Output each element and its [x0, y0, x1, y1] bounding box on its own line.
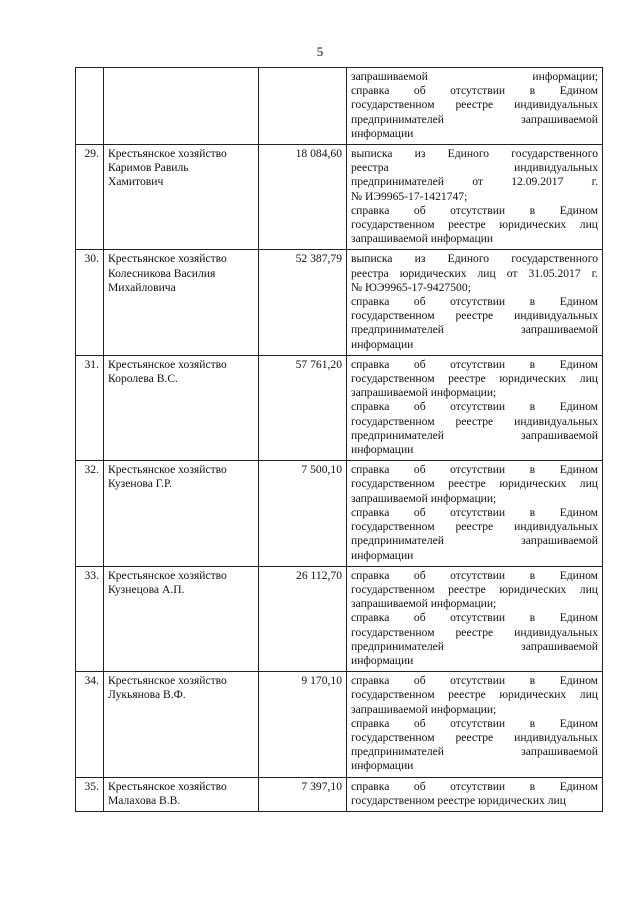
document-line: предпринимателей запрашиваемой: [351, 428, 598, 442]
document-line: запрашиваемой информации;: [351, 491, 497, 505]
documents-cell: [347, 566, 603, 671]
document-line: выписка из Единого государственного: [351, 252, 598, 266]
amount-cell: [259, 68, 347, 145]
amount-cell: 7 397,10: [259, 777, 347, 811]
table-row: [76, 777, 603, 811]
document-line: запрашиваемой информации;: [351, 597, 497, 611]
document-line: реестра индивидуальных: [351, 161, 598, 175]
row-number-cell: 35.: [76, 777, 104, 811]
table-row: [76, 672, 603, 777]
document-line: справка об отсутствии в Едином: [351, 357, 598, 371]
table-row: [76, 145, 603, 250]
document-line: № ИЭ9965-17-1421747;: [351, 189, 468, 203]
document-line: справка об отсутствии в Едином: [351, 463, 598, 477]
row-number-cell: 29.: [76, 145, 104, 250]
name-line: Малахова В.В.: [108, 793, 181, 807]
row-number-cell: 30.: [76, 250, 104, 355]
document-line: информации: [351, 443, 414, 457]
name-cell: [104, 777, 259, 811]
name-cell: [104, 672, 259, 777]
document-line: государственном реестре индивидуальных: [351, 309, 598, 323]
name-line: Каримов Равиль: [108, 161, 189, 175]
amount-cell: 52 387,79: [259, 250, 347, 355]
document-line: предпринимателей запрашиваемой: [351, 639, 598, 653]
document-line: справка об отсутствии в Едином: [351, 779, 598, 793]
name-line: Крестьянское хозяйство: [108, 147, 227, 161]
name-line: Крестьянское хозяйство: [108, 252, 227, 266]
document-line: предпринимателей запрашиваемой: [351, 534, 598, 548]
document-line: запрашиваемой информации;: [351, 386, 497, 400]
document-line: государственном реестре юридических лиц: [351, 372, 598, 386]
document-line: государственном реестре индивидуальных: [351, 414, 598, 428]
document-line: предпринимателей запрашиваемой: [351, 112, 598, 126]
name-cell: [104, 355, 259, 460]
name-line: Крестьянское хозяйство: [108, 779, 227, 793]
row-number-cell: 34.: [76, 672, 104, 777]
document-line: № ЮЭ9965-17-9427500;: [351, 280, 471, 294]
documents-cell: [347, 355, 603, 460]
document-line: государственном реестре юридических лиц: [351, 582, 598, 596]
document-line: государственном реестре юридических лиц: [351, 477, 598, 491]
name-line: Кузнецова А.П.: [108, 582, 185, 596]
document-line: государственном реестре индивидуальных: [351, 98, 598, 112]
name-line: Михайловича: [108, 280, 176, 294]
document-line: справка об отсутствии в Едином: [351, 505, 598, 519]
amount-cell: 18 084,60: [259, 145, 347, 250]
document-line: информации: [351, 759, 414, 773]
document-line: предпринимателей запрашиваемой: [351, 323, 598, 337]
document-line: информации: [351, 126, 414, 140]
document-line: государственном реестре юридических лиц: [351, 793, 566, 807]
amount-cell: 57 761,20: [259, 355, 347, 460]
document-line: выписка из Единого государственного: [351, 147, 598, 161]
page-number: 5: [316, 44, 324, 59]
registry-table: [75, 67, 603, 812]
name-line: Колесникова Василия: [108, 266, 216, 280]
row-number-cell: 32.: [76, 461, 104, 566]
documents-cell: [347, 777, 603, 811]
document-line: справка об отсутствии в Едином: [351, 84, 598, 98]
documents-cell: [347, 461, 603, 566]
document-line: справка об отсутствии в Едином: [351, 203, 598, 217]
name-line: Крестьянское хозяйство: [108, 568, 227, 582]
amount-cell: 7 500,10: [259, 461, 347, 566]
document-line: государственном реестре индивидуальных: [351, 730, 598, 744]
name-line: Крестьянское хозяйство: [108, 674, 227, 688]
table-row: [76, 566, 603, 671]
document-line: запрашиваемой информации;: [351, 70, 598, 83]
table-row: [76, 461, 603, 566]
name-line: Крестьянское хозяйство: [108, 357, 227, 371]
documents-cell: [347, 145, 603, 250]
document-line: предпринимателей запрашиваемой: [351, 745, 598, 759]
documents-cell: [347, 250, 603, 355]
document-line: справка об отсутствии в Едином: [351, 674, 598, 688]
name-line: Королева В.С.: [108, 372, 178, 386]
name-line: Кузенова Г.Р.: [108, 477, 172, 491]
document-line: запрашиваемой информации: [351, 232, 494, 246]
registry-table-body: [76, 68, 603, 812]
document-line: реестра юридических лиц от 31.05.2017 г.: [351, 266, 598, 280]
document-line: информации: [351, 653, 414, 667]
row-number-cell: 33.: [76, 566, 104, 671]
document-line: государственном реестре индивидуальных: [351, 520, 598, 534]
document-line: справка об отсутствии в Едином: [351, 400, 598, 414]
documents-cell: [347, 672, 603, 777]
name-cell: [104, 566, 259, 671]
table-row-continued: [76, 68, 603, 145]
document-line: справка об отсутствии в Едином: [351, 611, 598, 625]
document-line: справка об отсутствии в Едином: [351, 295, 598, 309]
row-number-cell: [76, 68, 104, 145]
name-line: Лукьянова В.Ф.: [108, 688, 186, 702]
amount-cell: 9 170,10: [259, 672, 347, 777]
document-line: информации: [351, 548, 414, 562]
name-cell: [104, 68, 259, 145]
document-line: предпринимателей от 12.09.2017 г.: [351, 175, 598, 189]
table-row: [76, 250, 603, 355]
table-row: [76, 355, 603, 460]
name-cell: [104, 461, 259, 566]
document-line: информации: [351, 337, 414, 351]
documents-cell: [347, 68, 603, 145]
name-cell: [104, 145, 259, 250]
row-number-cell: 31.: [76, 355, 104, 460]
document-line: справка об отсутствии в Едином: [351, 568, 598, 582]
document-line: государственном реестре юридических лиц: [351, 218, 598, 232]
name-line: Крестьянское хозяйство: [108, 463, 227, 477]
document-line: государственном реестре индивидуальных: [351, 625, 598, 639]
document-line: государственном реестре юридических лиц: [351, 688, 598, 702]
name-line: Хамитович: [108, 175, 164, 189]
document-line: запрашиваемой информации;: [351, 702, 497, 716]
amount-cell: 26 112,70: [259, 566, 347, 671]
document-line: справка об отсутствии в Едином: [351, 716, 598, 730]
name-cell: [104, 250, 259, 355]
